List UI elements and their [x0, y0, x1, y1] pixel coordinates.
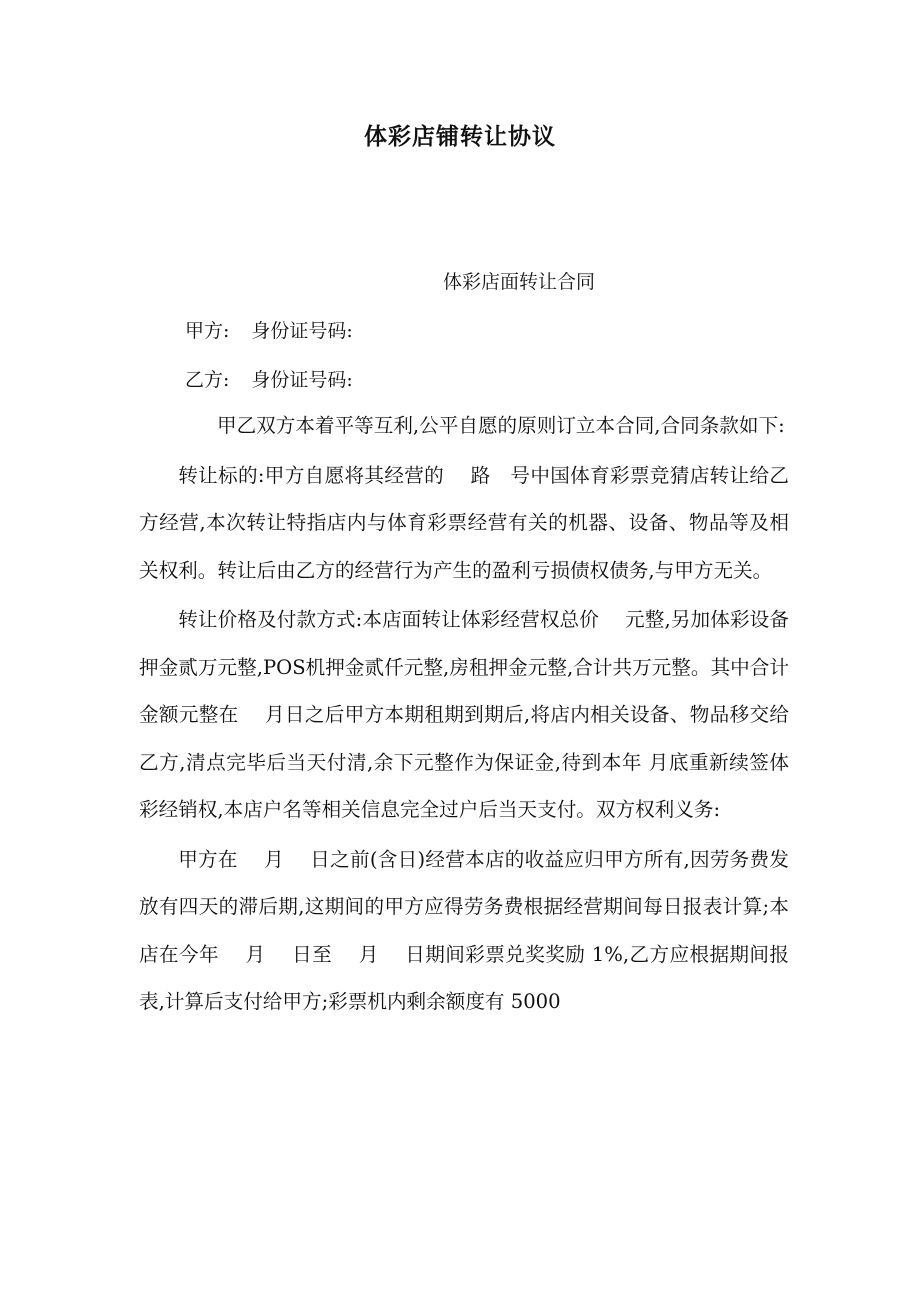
party-b-label: 乙方:	[185, 369, 230, 391]
party-b-id-label: 身份证号码:	[251, 369, 353, 391]
party-a-id-label: 身份证号码:	[251, 320, 353, 342]
party-b-line	[185, 365, 353, 392]
transfer-subject-paragraph: 转让标的:甲方自愿将其经营的 路 号中国体育彩票竞猜店转让给乙方经营,本次转让特指店内与体育彩票经营有关的机器、设备、物品等及相关权利。转让后由乙方的经营行为产生的盈利亏损债权债务,与甲方无关。	[139, 463, 789, 582]
price-payment-paragraph: 转让价格及付款方式:本店面转让体彩经营权总价 元整,另加体彩设备押金贰万元整,POS机押金贰仟元整,房租押金元整,合计共万元整。其中合计金额元整在 月日之后甲方本期租期到期后,将店内相关设备、物品移交给乙方,清点完毕后当天付清,余下元整作为保证金,待到本年 月底重新续签体彩经销权,本店户名等相关信息完全过户后当天支付。双方权利义务:	[139, 608, 789, 821]
document-heading: 体彩店铺转让协议	[364, 124, 556, 150]
intro-paragraph: 甲乙双方本着平等互利,公平自愿的原则订立本合同,合同条款如下:	[217, 414, 785, 437]
contract-title: 体彩店面转让合同	[443, 271, 596, 293]
party-a-label: 甲方:	[185, 320, 230, 342]
party-a-line	[185, 316, 353, 343]
rights-obligations-paragraph: 甲方在 月 日之前(含日)经营本店的收益应归甲方所有,因劳务费发放有四天的滞后期,这期间的甲方应得劳务费根据经营期间每日报表计算;本店在今年 月 日至 月 日期间彩票兑奖奖励 1%,乙方应根据期间报表,计算后支付给甲方;彩票机内剩余额度有 5000	[139, 847, 789, 1013]
contract-body	[139, 402, 789, 1028]
